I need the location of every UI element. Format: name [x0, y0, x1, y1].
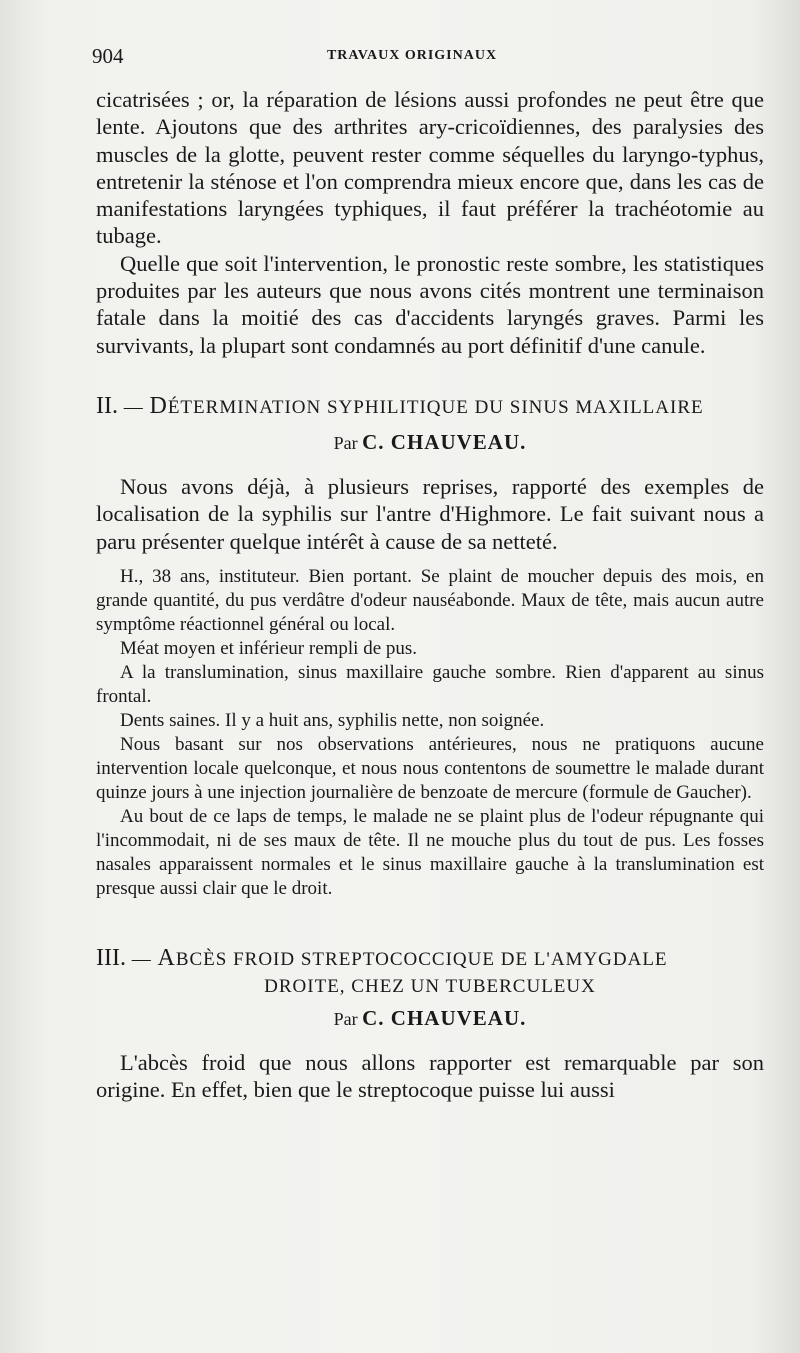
- section-2-title-initial: D: [149, 392, 168, 419]
- section-3-title-line-1: BCÈS FROID STREPTOCOCCIQUE DE L'AMYGDALE: [175, 948, 668, 970]
- section-3-heading: [96, 945, 764, 972]
- paragraph: Quelle que soit l'intervention, le pronostic reste sombre, les statistiques produites par les auteurs que nous avons cités montrent une terminaison fatale dans la moitié des cas d'accidents laryngés graves. Parmi les survivants, la plupart sont condamnés au port définitif d'une canule.: [96, 250, 764, 358]
- section-3-number: III.: [96, 944, 126, 971]
- running-head: TRAVAUX ORIGINAUX: [326, 48, 498, 63]
- paragraph: A la translumination, sinus maxillaire gauche sombre. Rien d'apparent au sinus frontal.: [96, 661, 764, 707]
- body-text: [96, 86, 764, 1103]
- paragraph: Dents saines. Il y a huit ans, syphilis nette, non soignée.: [120, 709, 545, 731]
- byline-par: Par: [333, 432, 358, 453]
- section-2-title: ÉTERMINATION SYPHILITIQUE DU SINUS MAXILLAIRE: [167, 396, 704, 418]
- page-header: [92, 44, 732, 74]
- section-3-title-line-2: DROITE, CHEZ UN TUBERCULEUX: [264, 975, 596, 997]
- paragraph: L'abcès froid que nous allons rapporter est remarquable par son origine. En effet, bien que le streptocoque puisse lui aussi: [96, 1049, 764, 1103]
- paragraph: H., 38 ans, instituteur. Bien portant. Se plaint de moucher depuis des mois, en grande quantité, du pus verdâtre d'odeur nauséabonde. Maux de tête, mais aucun autre symptôme réactionnel général ou local.: [96, 565, 764, 635]
- paragraph: Nous basant sur nos observations antérieures, nous ne pratiquons aucune intervention locale quelconque, et nous nous contentons de soumettre le malade durant quinze jours à une injection journalière de benzoate de mercure (formule de Gaucher).: [96, 733, 764, 803]
- paragraph: cicatrisées ; or, la réparation de lésions aussi profondes ne peut être que lente. Ajoutons que des arthrites ary-cricoïdiennes, des paralysies des muscles de la glotte, peuvent rester comme séquelles du laryngo-typhus, entretenir la sténose et l'on comprendra mieux encore que, dans les cas de manifestations laryngées typhiques, il faut préférer la trachéotomie au tubage.: [96, 87, 764, 249]
- section-3-title-initial: A: [157, 944, 176, 971]
- paragraph: Méat moyen et inférieur rempli de pus.: [120, 637, 418, 659]
- section-2-heading: [96, 393, 764, 420]
- byline-author: C. CHAUVEAU.: [362, 1005, 527, 1030]
- byline-par: Par: [333, 1008, 358, 1029]
- page-number: 904: [92, 44, 124, 68]
- paragraph: Au bout de ce laps de temps, le malade ne se plaint plus de l'odeur répugnante qui l'incommodait, ni de ses maux de tête. Il ne mouche plus du tout de pus. Les fosses nasales apparaissent normales et le sinus maxillaire gauche à la translumination est presque aussi clair que le droit.: [96, 805, 764, 899]
- section-2-number: II.: [96, 392, 118, 419]
- section-3-dash: —: [125, 948, 158, 970]
- case-report: [96, 565, 764, 901]
- section-2-byline: [96, 430, 764, 455]
- byline-author: C. CHAUVEAU.: [362, 429, 527, 454]
- section-2-dash: —: [117, 396, 150, 418]
- section-3-byline: [96, 1006, 764, 1031]
- paragraph: Nous avons déjà, à plusieurs reprises, rapporté des exemples de localisation de la syphilis sur l'antre d'Highmore. Le fait suivant nous a paru présenter quelque intérêt à cause de sa netteté.: [96, 473, 764, 554]
